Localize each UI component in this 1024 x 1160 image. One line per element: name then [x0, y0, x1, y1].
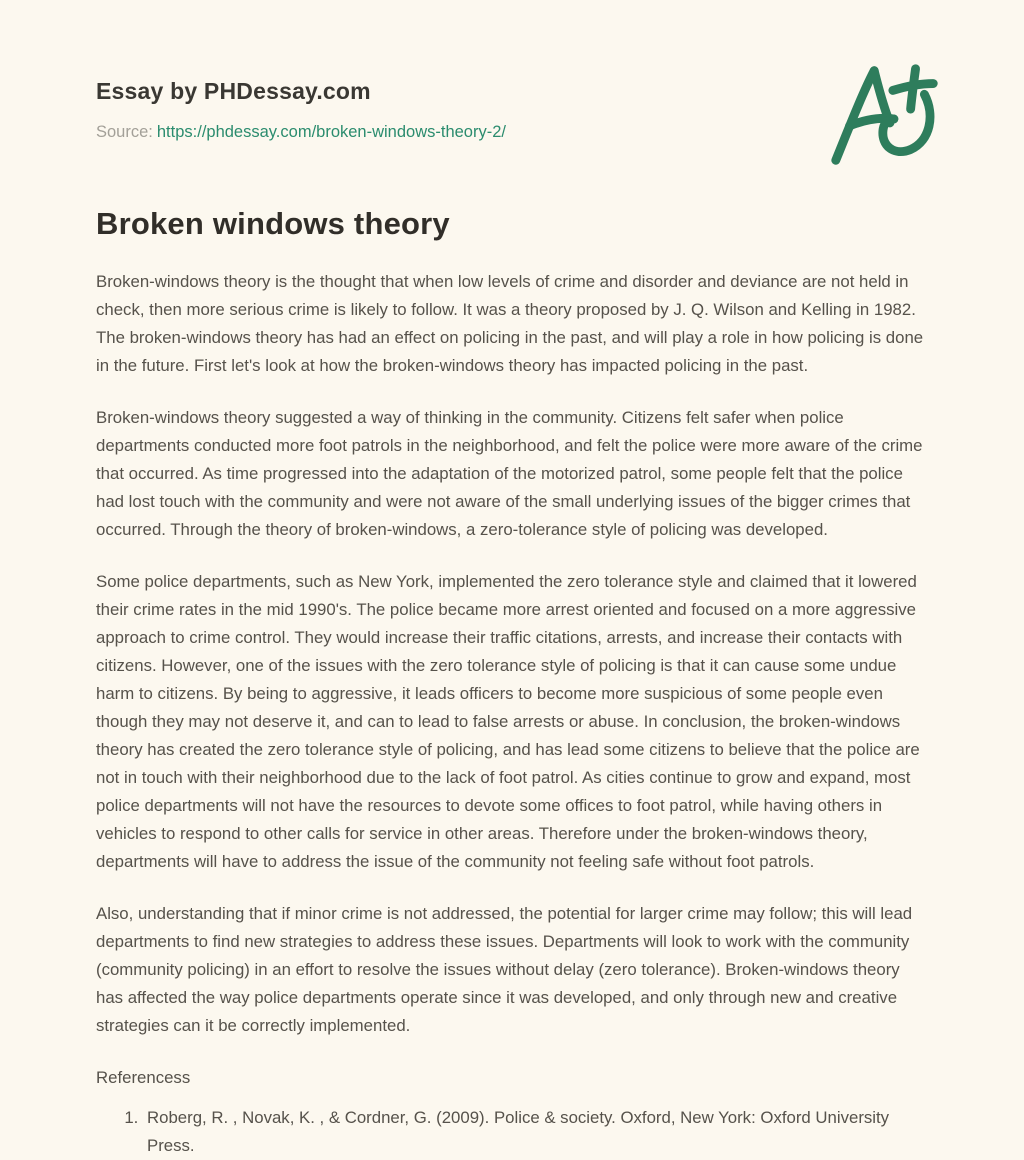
reference-item: 1. Roberg, R. , Novak, K. , & Cordner, G. (2009). Police & society. Oxford, New York: Oxford University Press.: [143, 1104, 928, 1160]
site-title: Essay by PHDessay.com: [96, 78, 371, 104]
source-label: Source:: [96, 123, 153, 141]
essay-paragraph: Broken-windows theory suggested a way of thinking in the community. Citizens felt safer when police departments conducted more foot patrols in the neighborhood, and felt the police were more aware of the crime that occurred. As time progressed into the adaptation of the motorized patrol, some people felt that the police had lost touch with the community and were not aware of the small underlying issues of the bigger crimes that occurred. Through the theory of broken-windows, a zero-tolerance style of policing was developed.: [96, 408, 923, 539]
essay-title: Broken windows theory: [96, 206, 450, 241]
essay-paragraph: Some police departments, such as New York, implemented the zero tolerance style and claimed that it lowered their crime rates in the mid 1990's. The police became more arrest oriented and focused on a more aggressive approach to crime control. They would increase their traffic citations, arrests, and increase their contacts with citizens. However, one of the issues with the zero tolerance style of policing is that it can cause some undue harm to citizens. By being to aggressive, it leads officers to become more suspicious of some people even though they may not deserve it, and can to lead to false arrests or abuse. In conclusion, the broken-windows theory has created the zero tolerance style of policing, and has lead some citizens to believe that the police are not in touch with their neighborhood due to the lack of foot patrol. As cities continue to grow and expand, most police departments will not have the resources to devote some offices to foot patrol, while having others in vehicles to respond to other calls for service in other areas. Therefore under the broken-windows theory, departments will have to address the issue of the community not feeling safe without foot patrols.: [96, 572, 920, 871]
essay-body: [96, 268, 928, 1160]
source-line: [96, 123, 928, 142]
essay-paragraph: Also, understanding that if minor crime is not addressed, the potential for larger crime may follow; this will lead departments to find new strategies to address these issues. Departments will look to work with the community (community policing) in an effort to resolve the issues without delay (zero tolerance). Broken-windows theory has affected the way police departments operate since it was developed, and only through new and creative strategies can it be correctly implemented.: [96, 904, 913, 1035]
a-plus-logo-icon: [822, 56, 950, 178]
source-link[interactable]: https://phdessay.com/broken-windows-theory-2/: [156, 123, 506, 141]
essay-paragraph: Broken-windows theory is the thought that when low levels of crime and disorder and deviance are not held in check, then more serious crime is likely to follow. It was a theory proposed by J. Q. Wilson and Kelling in 1982. The broken-windows theory has had an effect on policing in the past, and will play a role in how policing is done in the future. First let's look at how the broken-windows theory has impacted policing in the past.: [96, 272, 924, 375]
references-list: [96, 1104, 928, 1160]
references-heading: Referencess: [96, 1068, 191, 1087]
